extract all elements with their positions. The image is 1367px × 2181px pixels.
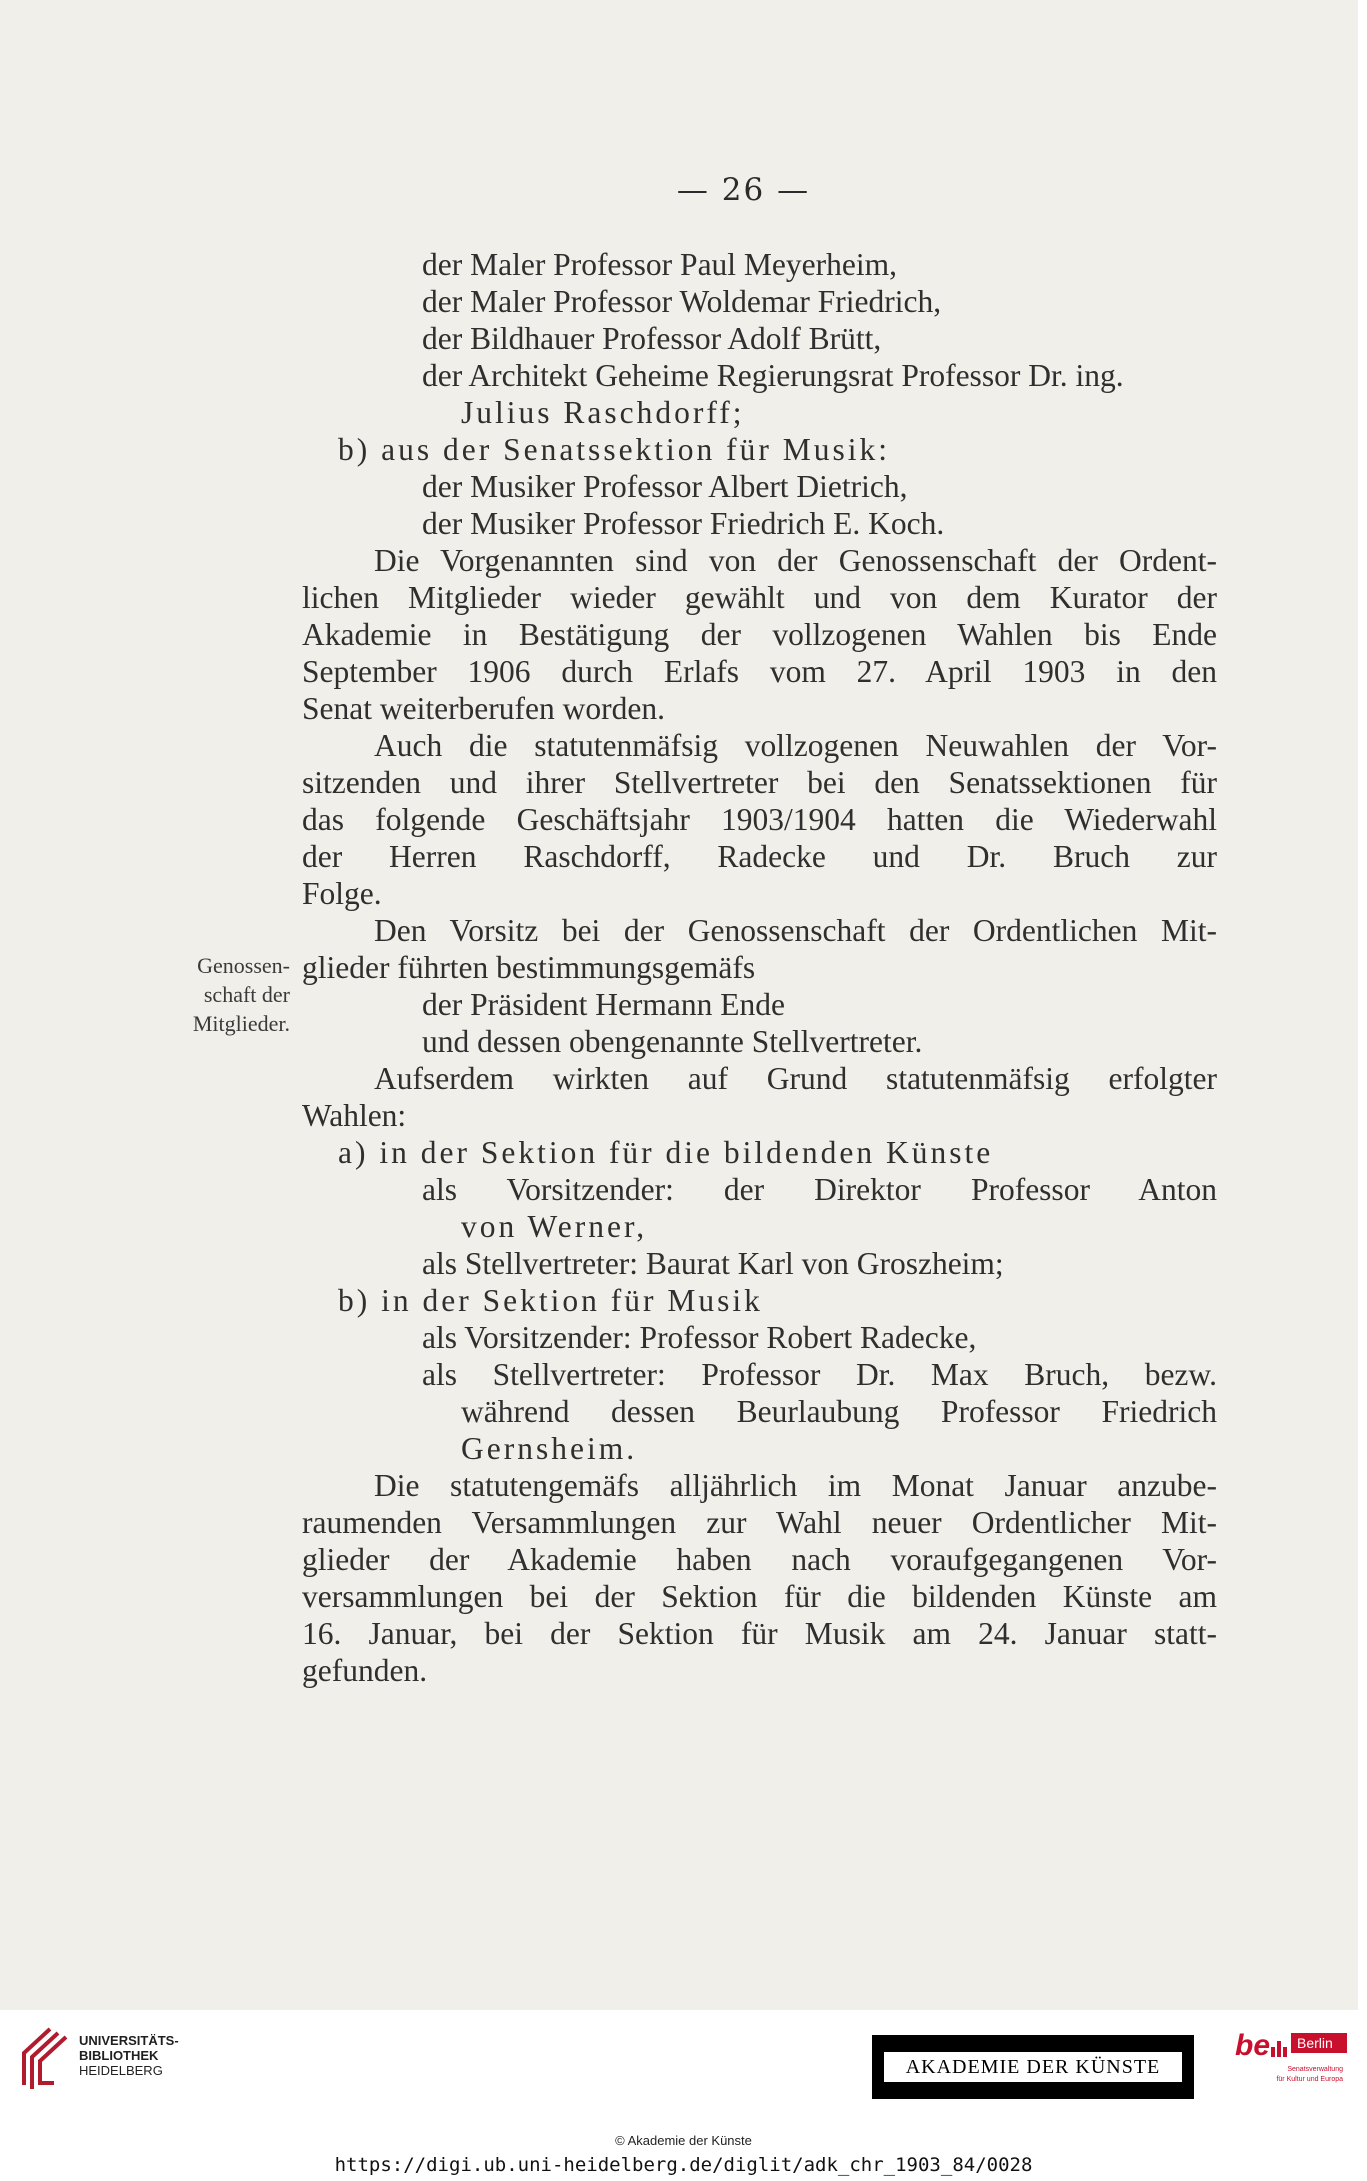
- text-line: Senat weiterberufen worden.: [302, 691, 665, 726]
- text-line: lichen Mitglieder wieder gewählt und von dem Kurator der: [302, 580, 1217, 615]
- text-line: der Bildhauer Professor Adolf Brütt,: [422, 321, 882, 356]
- academy-name: AKADEMIE DER KÜNSTE: [884, 2052, 1182, 2082]
- text-line: glieder führten bestimmungsgemäfs: [302, 950, 756, 985]
- text-line: b) aus der Senatssektion für Musik:: [338, 432, 891, 467]
- text-line: a) in der Sektion für die bildenden Künste: [338, 1135, 994, 1170]
- text-line: von Werner,: [461, 1209, 648, 1244]
- text-line: als Vorsitzender: Professor Robert Radecke,: [422, 1320, 977, 1355]
- svg-text:Senatsverwaltung: Senatsverwaltung: [1287, 2066, 1343, 2073]
- margin-note-line: Genossen-: [197, 953, 290, 978]
- text-line: der Musiker Professor Albert Dietrich,: [422, 469, 908, 504]
- text-line: der Architekt Geheime Regierungsrat Professor Dr. ing.: [422, 358, 1124, 393]
- margin-note-line: schaft der: [203, 982, 290, 1007]
- university-library-name: UNIVERSITÄTS- BIBLIOTHEK HEIDELBERG: [79, 2033, 179, 2078]
- text-line: das folgende Geschäftsjahr 1903/1904 hatten die Wiederwahl: [302, 802, 1217, 837]
- text-line: Gernsheim.: [461, 1431, 638, 1466]
- text-line: und dessen obengenannte Stellvertreter.: [422, 1024, 923, 1059]
- text-line: glieder der Akademie haben nach voraufgegangenen Vor-: [302, 1542, 1217, 1577]
- text-line: der Präsident Hermann Ende: [422, 987, 786, 1022]
- margin-note: [160, 951, 290, 1038]
- text-line: sitzenden und ihrer Stellvertreter bei den Senatssektionen für: [302, 765, 1217, 800]
- text-line: versammlungen bei der Sektion für die bildenden Künste am: [302, 1579, 1217, 1614]
- svg-text:Berlin: Berlin: [1297, 2035, 1333, 2051]
- text-line: Wahlen:: [302, 1098, 407, 1133]
- text-line: Julius Raschdorff;: [461, 395, 745, 430]
- text-line: als Stellvertreter: Professor Dr. Max Bruch, bezw.: [422, 1357, 1217, 1392]
- academy-logo[interactable]: [872, 2035, 1194, 2099]
- text-line: als Stellvertreter: Baurat Karl von Groszheim;: [422, 1246, 1004, 1281]
- be-berlin-logo-icon[interactable]: [1233, 2027, 1353, 2099]
- text-line: während dessen Beurlaubung Professor Friedrich: [461, 1394, 1217, 1429]
- text-line: als Vorsitzender: der Direktor Professor Anton: [422, 1172, 1217, 1207]
- text-line: der Maler Professor Woldemar Friedrich,: [422, 284, 942, 319]
- text-line: Die statutengemäfs alljährlich im Monat Januar anzube-: [374, 1468, 1217, 1503]
- text-line: der Maler Professor Paul Meyerheim,: [422, 247, 897, 282]
- text-line: Aufserdem wirkten auf Grund statutenmäfsig erfolgter: [374, 1061, 1217, 1096]
- text-line: raumenden Versammlungen zur Wahl neuer Ordentlicher Mit-: [302, 1505, 1217, 1540]
- text-line: gefunden.: [302, 1653, 428, 1688]
- svg-text:für Kultur und Europa: für Kultur und Europa: [1276, 2076, 1343, 2083]
- text-line: Auch die statutenmäfsig vollzogenen Neuwahlen der Vor-: [374, 728, 1217, 763]
- page-number: — 26 —: [676, 172, 811, 208]
- margin-note-line: Mitglieder.: [192, 1011, 290, 1036]
- text-line: September 1906 durch Erlafs vom 27. April 1903 in den: [302, 654, 1217, 689]
- text-line: Akademie in Bestätigung der vollzogenen Wahlen bis Ende: [302, 617, 1217, 652]
- text-line: Den Vorsitz bei der Genossenschaft der Ordentlichen Mit-: [374, 913, 1217, 948]
- text-line: Die Vorgenannten sind von der Genossenschaft der Ordent-: [374, 543, 1217, 578]
- copyright-notice: © Akademie der Künste: [615, 2133, 752, 2148]
- text-line: b) in der Sektion für Musik: [338, 1283, 763, 1318]
- text-line: der Herren Raschdorff, Radecke und Dr. Bruch zur: [302, 839, 1217, 874]
- svg-text:be: be: [1235, 2029, 1271, 2062]
- text-line: 16. Januar, bei der Sektion für Musik am 24. Januar statt-: [302, 1616, 1217, 1651]
- text-line: der Musiker Professor Friedrich E. Koch.: [422, 506, 945, 541]
- text-line: Folge.: [302, 876, 382, 911]
- body-text: [302, 246, 1217, 1689]
- university-library-logo-icon[interactable]: [14, 2025, 72, 2091]
- permalink-url[interactable]: https://digi.ub.uni-heidelberg.de/diglit/adk_chr_1903_84/0028: [334, 2154, 1033, 2176]
